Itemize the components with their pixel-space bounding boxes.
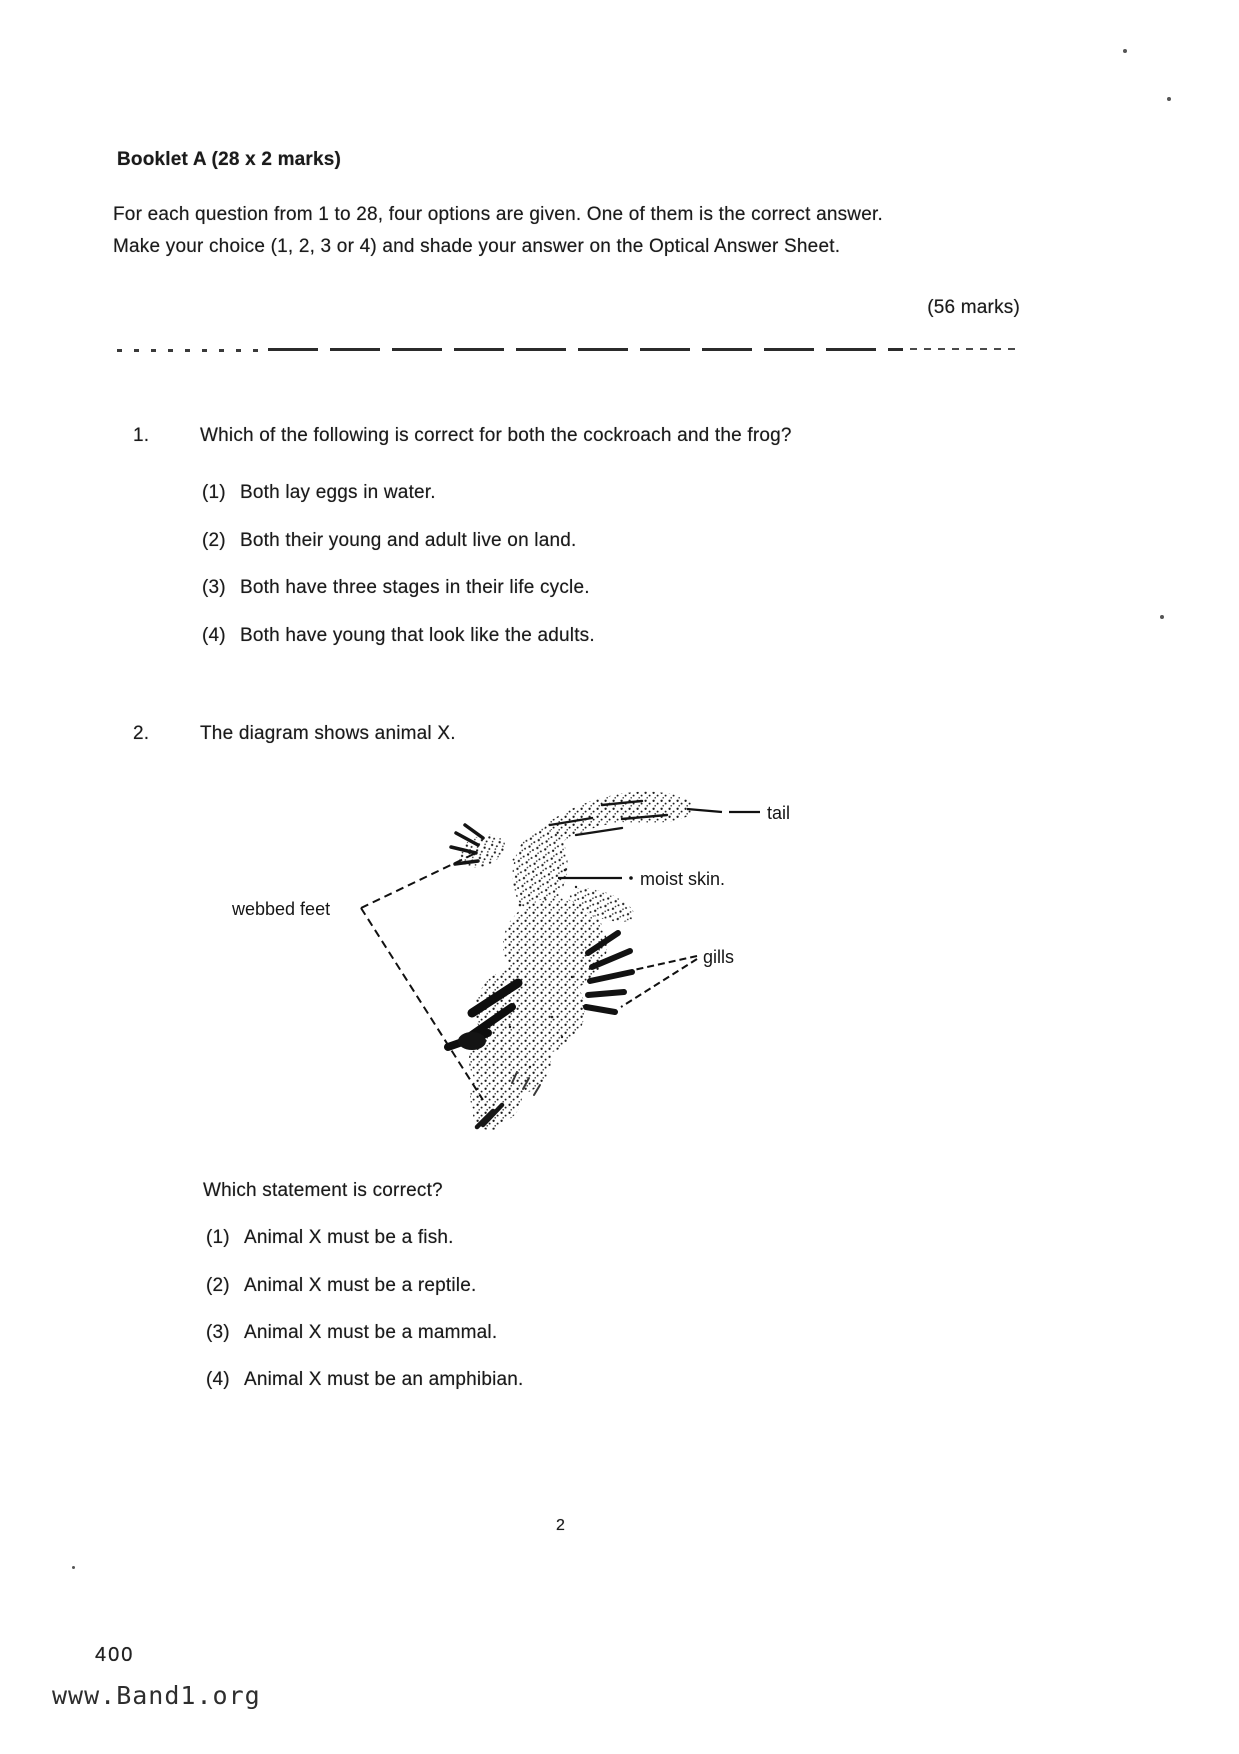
moist-skin-leader-dot [629, 876, 633, 880]
option-label: (3) [206, 1322, 230, 1343]
question-1-option-4 [202, 624, 595, 648]
scan-speck [72, 1566, 75, 1569]
watermark-url: www.Band1.org [52, 1681, 261, 1710]
option-text: Animal X must be a fish. [244, 1227, 454, 1248]
tail-leader-line [687, 809, 760, 812]
question-1-option-2 [202, 529, 577, 553]
animal-x-diagram [220, 775, 810, 1147]
tail-label: tail [767, 803, 791, 823]
scan-speck [1167, 97, 1171, 101]
question-2-text: The diagram shows animal X. [200, 723, 456, 744]
instructions-line-1: For each question from 1 to 28, four options are given. One of them is the correct answer. [113, 204, 883, 225]
hind-foot [458, 1032, 486, 1050]
separator-dotted-segment [117, 349, 262, 352]
option-text: Both have young that look like the adults. [240, 625, 595, 646]
option-text: Both have three stages in their life cycle. [240, 577, 590, 598]
option-text: Animal X must be a mammal. [244, 1322, 498, 1343]
option-label: (4) [206, 1369, 230, 1390]
option-label: (3) [202, 577, 226, 598]
scan-speck [1123, 49, 1127, 53]
option-label: (2) [202, 530, 226, 551]
option-text: Both lay eggs in water. [240, 482, 436, 503]
gills-leader-lines [621, 956, 697, 1007]
question-2-option-3 [206, 1321, 497, 1345]
marks-note: (56 marks) [927, 297, 1020, 318]
scan-speck [1160, 615, 1164, 619]
question-2-option-1 [206, 1226, 454, 1250]
question-1-text: Which of the following is correct for both the cockroach and the frog? [200, 425, 792, 446]
gills-label: gills [703, 947, 735, 967]
webbed-feet-leader-lines [361, 852, 483, 1100]
question-2-option-4 [206, 1368, 524, 1392]
moist-skin-label: moist skin. [640, 869, 726, 889]
question-2-number: 2. [133, 723, 150, 744]
option-label: (4) [202, 625, 226, 646]
question-1-option-1 [202, 481, 436, 505]
question-1-option-3 [202, 576, 590, 600]
option-text: Both their young and adult live on land. [240, 530, 577, 551]
separator-tail-segment [910, 348, 1015, 350]
option-text: Animal X must be an amphibian. [244, 1369, 524, 1390]
option-label: (1) [206, 1227, 230, 1248]
question-1-number: 1. [133, 425, 150, 446]
question-2-sub-question: Which statement is correct? [203, 1180, 443, 1201]
page-number: 2 [556, 1517, 566, 1534]
question-2-option-2 [206, 1274, 476, 1298]
footer-code: 400 [95, 1644, 135, 1666]
option-label: (1) [202, 482, 226, 503]
separator-dashed-segment [268, 348, 903, 351]
option-label: (2) [206, 1275, 230, 1296]
webbed-feet-label: webbed feet [232, 899, 331, 919]
booklet-header: Booklet A (28 x 2 marks) [117, 149, 342, 170]
instructions-line-2: Make your choice (1, 2, 3 or 4) and shade your answer on the Optical Answer Sheet. [113, 236, 841, 257]
option-text: Animal X must be a reptile. [244, 1275, 477, 1296]
